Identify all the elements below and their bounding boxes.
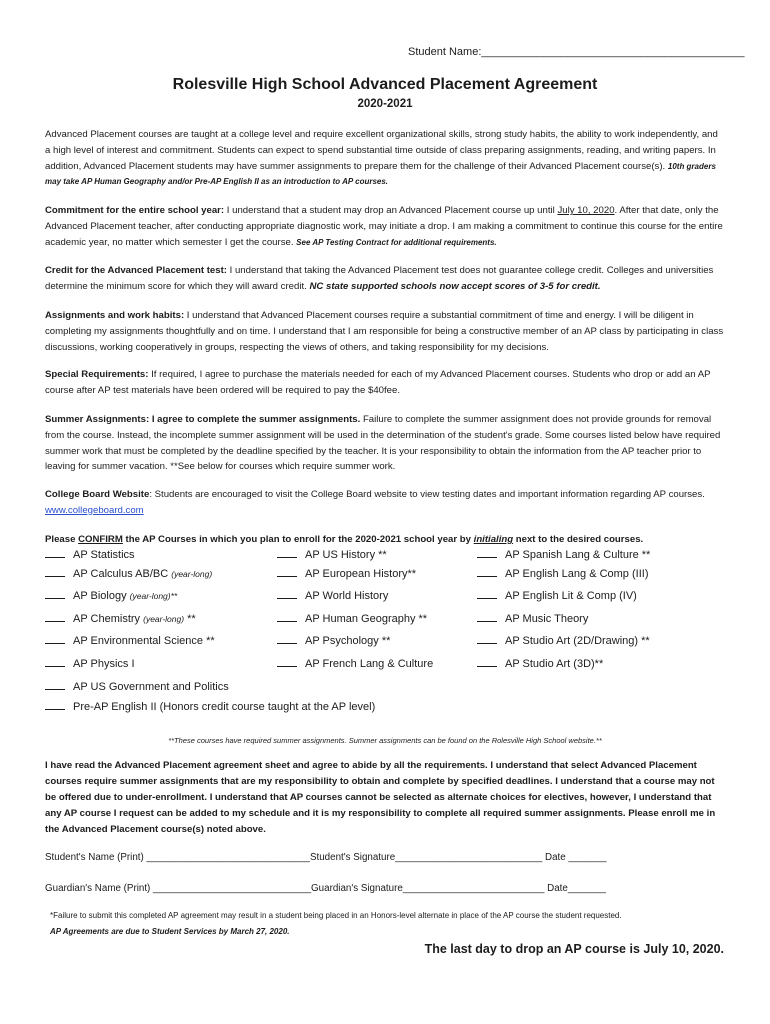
credit-heading: Credit for the Advanced Placement test: [45, 265, 227, 276]
assignments-heading: Assignments and work habits: [45, 310, 185, 321]
college-board-link[interactable]: www.collegeboard.com [45, 504, 144, 516]
guardian-signature-line[interactable]: Guardian's Name (Print) _____________________________Guardian's Signature__________________________ Date_______ [45, 883, 606, 894]
initial-blank[interactable] [477, 568, 497, 577]
course-ap-calculus[interactable] [45, 568, 212, 580]
course-label: AP Spanish Lang & Culture ** [505, 549, 651, 561]
last-day-notice: The last day to drop an AP course is July 10, 2020. [424, 942, 724, 956]
summer-text: Failure to complete the summer assignment does not provide grounds for removal from the course. Instead, the incomplete summer assignment will be used in the determination of the student's grade. Some courses listed below have required summer work that must be completed by the deadline specified by the teacher. It is your responsibility to obtain the information from the AP teacher prior to leaving for summer vacation. **See below for courses which require summer work. [45, 414, 721, 473]
commitment-note: See AP Testing Contract for additional requirements. [296, 237, 497, 247]
course-ap-physics[interactable] [45, 658, 135, 670]
course-ap-world-history[interactable] [277, 590, 388, 602]
initial-blank[interactable] [277, 613, 297, 622]
course-ap-us-history[interactable] [277, 549, 387, 561]
summer-section [45, 412, 725, 475]
credit-text: I understand that taking the Advanced Placement test does not guarantee college credit. Colleges and universities determine the minimum score for which they will award credit. [45, 265, 714, 292]
initial-blank[interactable] [45, 658, 65, 667]
initial-blank[interactable] [277, 635, 297, 644]
initial-blank[interactable] [277, 658, 297, 667]
initial-blank[interactable] [477, 635, 497, 644]
course-label: AP US Government and Politics [73, 681, 229, 693]
course-ap-european-history[interactable] [277, 568, 416, 580]
initial-blank[interactable] [477, 658, 497, 667]
course-ap-psychology[interactable] [277, 635, 390, 647]
confirm-post: next to the desired courses. [513, 534, 644, 545]
special-heading: Special Requirements: [45, 369, 149, 380]
initial-blank[interactable] [477, 549, 497, 558]
course-ap-music-theory[interactable] [477, 613, 588, 625]
initial-blank[interactable] [477, 613, 497, 622]
course-label: AP US History ** [305, 549, 387, 561]
due-date-notice: AP Agreements are due to Student Services by March 27, 2020. [50, 927, 290, 936]
intro-text: Advanced Placement courses are taught at a college level and require excellent organizational skills, strong study habits, the ability to work independently, and a high level of interest and commitment. Students can expect to spend substantial time outside of class preparing assignments, reading, and writing papers. In addition, Advanced Placement students may have summer assignments to prepare them for the challenge of their Advanced Placement course(s). [45, 129, 718, 172]
course-label: AP Human Geography ** [305, 613, 428, 625]
course-ap-biology[interactable] [45, 590, 177, 602]
course-sub: (year-long) [171, 569, 213, 579]
course-label: AP Music Theory [505, 613, 589, 625]
course-label: AP Biology [73, 590, 127, 602]
agreement-statement: I have read the Advanced Placement agreement sheet and agree to abide by all the requirements. I understand that select Advanced Placement courses require summer assignments that are my responsibility to obtain and complete by specified deadlines. I understand that a course may not be offered due to under-enrollment. I understand that AP courses cannot be selected as alternate choices for electives, however, I understand that any AP course I request can be added to my schedule and it is my responsibility to complete all required summer assignments. Please enroll me in the Advanced Placement course(s) noted above. [45, 760, 716, 835]
confirm-word: CONFIRM [78, 534, 123, 545]
initial-blank[interactable] [45, 590, 65, 599]
course-ap-french[interactable] [277, 658, 433, 670]
course-label: AP Chemistry [73, 613, 141, 625]
initial-blank[interactable] [45, 701, 65, 710]
course-label: AP Studio Art (2D/Drawing) ** [505, 635, 650, 647]
course-label: AP English Lang & Comp (III) [505, 568, 649, 580]
course-label: AP Environmental Science ** [73, 635, 215, 647]
course-ap-spanish[interactable] [477, 549, 650, 561]
course-label: AP English Lit & Comp (IV) [505, 590, 637, 602]
course-label: AP Psychology ** [305, 635, 391, 647]
student-name-field[interactable]: Student Name:___________________________________________ [408, 46, 745, 58]
initial-blank[interactable] [45, 681, 65, 690]
college-board-text: : Students are encouraged to visit the College Board website to view testing dates and important information regarding AP courses. [149, 489, 705, 500]
confirm-instructions [45, 534, 643, 545]
student-signature-line[interactable]: Student's Name (Print) ______________________________Student's Signature___________________________ Date _______ [45, 852, 607, 863]
course-ap-statistics[interactable] [45, 549, 135, 561]
commitment-text-2: . After that date, only the Advanced Placement teacher, after conducting appropriate diagnostic work, may initiate a drop. I am making a commitment to continue this course for the entire academic year, no matter which semester I get the course. [45, 205, 723, 248]
course-label: AP World History [305, 590, 389, 602]
course-sub: (year-long) [143, 614, 185, 624]
page-title: Rolesville High School Advanced Placement Agreement [172, 76, 598, 93]
course-ap-studio-art-2d[interactable] [477, 635, 650, 647]
course-ap-studio-art-3d[interactable] [477, 658, 603, 670]
college-board-heading: College Board Website [45, 489, 150, 500]
intro-paragraph [45, 127, 725, 190]
initial-blank[interactable] [45, 549, 65, 558]
credit-note: NC state supported schools now accept scores of 3-5 for credit. [309, 280, 601, 292]
intro-note: 10th graders may take AP Human Geography and/or Pre-AP English II as an introduction to AP courses. [45, 161, 716, 187]
assignments-section [45, 308, 725, 355]
initial-blank[interactable] [277, 590, 297, 599]
course-ap-english-lit[interactable] [477, 590, 637, 602]
credit-section [45, 263, 725, 295]
school-year: 2020-2021 [357, 98, 413, 110]
initial-blank[interactable] [45, 568, 65, 577]
confirm-pre: Please [45, 534, 79, 545]
commitment-text-1: I understand that a student may drop an Advanced Placement course up until [224, 205, 558, 216]
confirm-mid: the AP Courses in which you plan to enroll for the 2020-2021 school year by [122, 534, 474, 545]
failure-notice: *Failure to submit this completed AP agreement may result in a student being placed in an Honors-level alternate in place of the AP course the student requested. [50, 911, 622, 920]
initial-blank[interactable] [277, 568, 297, 577]
course-label: AP Statistics [73, 549, 135, 561]
course-label: AP European History** [305, 568, 417, 580]
drop-deadline-date: July 10, 2020 [557, 205, 615, 216]
course-ap-chemistry[interactable] [45, 613, 196, 625]
initialing-word: initialing [473, 534, 514, 545]
course-label: AP Calculus AB/BC [73, 568, 169, 580]
assignments-text: I understand that Advanced Placement courses require a substantial commitment of time and energy. I will be diligent in completing my assignments thoughtfully and on time. I understand that I am responsible for being a constructive member of an AP class by participating in class discussions, working cooperatively in groups, respecting the views of others, and taking responsibility for my decisions. [45, 310, 724, 353]
initial-blank[interactable] [477, 590, 497, 599]
initial-blank[interactable] [45, 613, 65, 622]
commitment-section [45, 203, 725, 250]
summer-assignment-note: **These courses have required summer assignments. Summer assignments can be found on the Rolesville High School website.** [168, 736, 602, 745]
course-label: AP Physics I [73, 658, 135, 670]
summer-heading: Summer Assignments [45, 414, 146, 425]
special-section [45, 367, 725, 399]
special-text: If required, I agree to purchase the materials needed for each of my Advanced Placement courses. Students who drop or add an AP course after AP test materials have been ordered will be required to pay the $40fee. [45, 369, 711, 396]
course-label: AP Studio Art (3D)** [505, 658, 604, 670]
initial-blank[interactable] [277, 549, 297, 558]
initial-blank[interactable] [45, 635, 65, 644]
course-ap-english-lang[interactable] [477, 568, 648, 580]
summer-agree: : I agree to complete the summer assignments. [145, 414, 361, 425]
course-ap-environmental-science[interactable] [45, 635, 215, 647]
course-label: AP French Lang & Culture [305, 658, 434, 670]
course-ap-human-geography[interactable] [277, 613, 427, 625]
college-board-section [45, 487, 725, 519]
course-sub: (year-long)** [129, 591, 178, 601]
course-ap-us-government[interactable] [45, 681, 229, 693]
commitment-heading: Commitment for the entire school year: [45, 205, 225, 216]
course-suffix: ** [184, 613, 196, 625]
course-pre-ap-english[interactable] [45, 701, 375, 713]
course-label: Pre-AP English II (Honors credit course taught at the AP level) [73, 701, 376, 713]
